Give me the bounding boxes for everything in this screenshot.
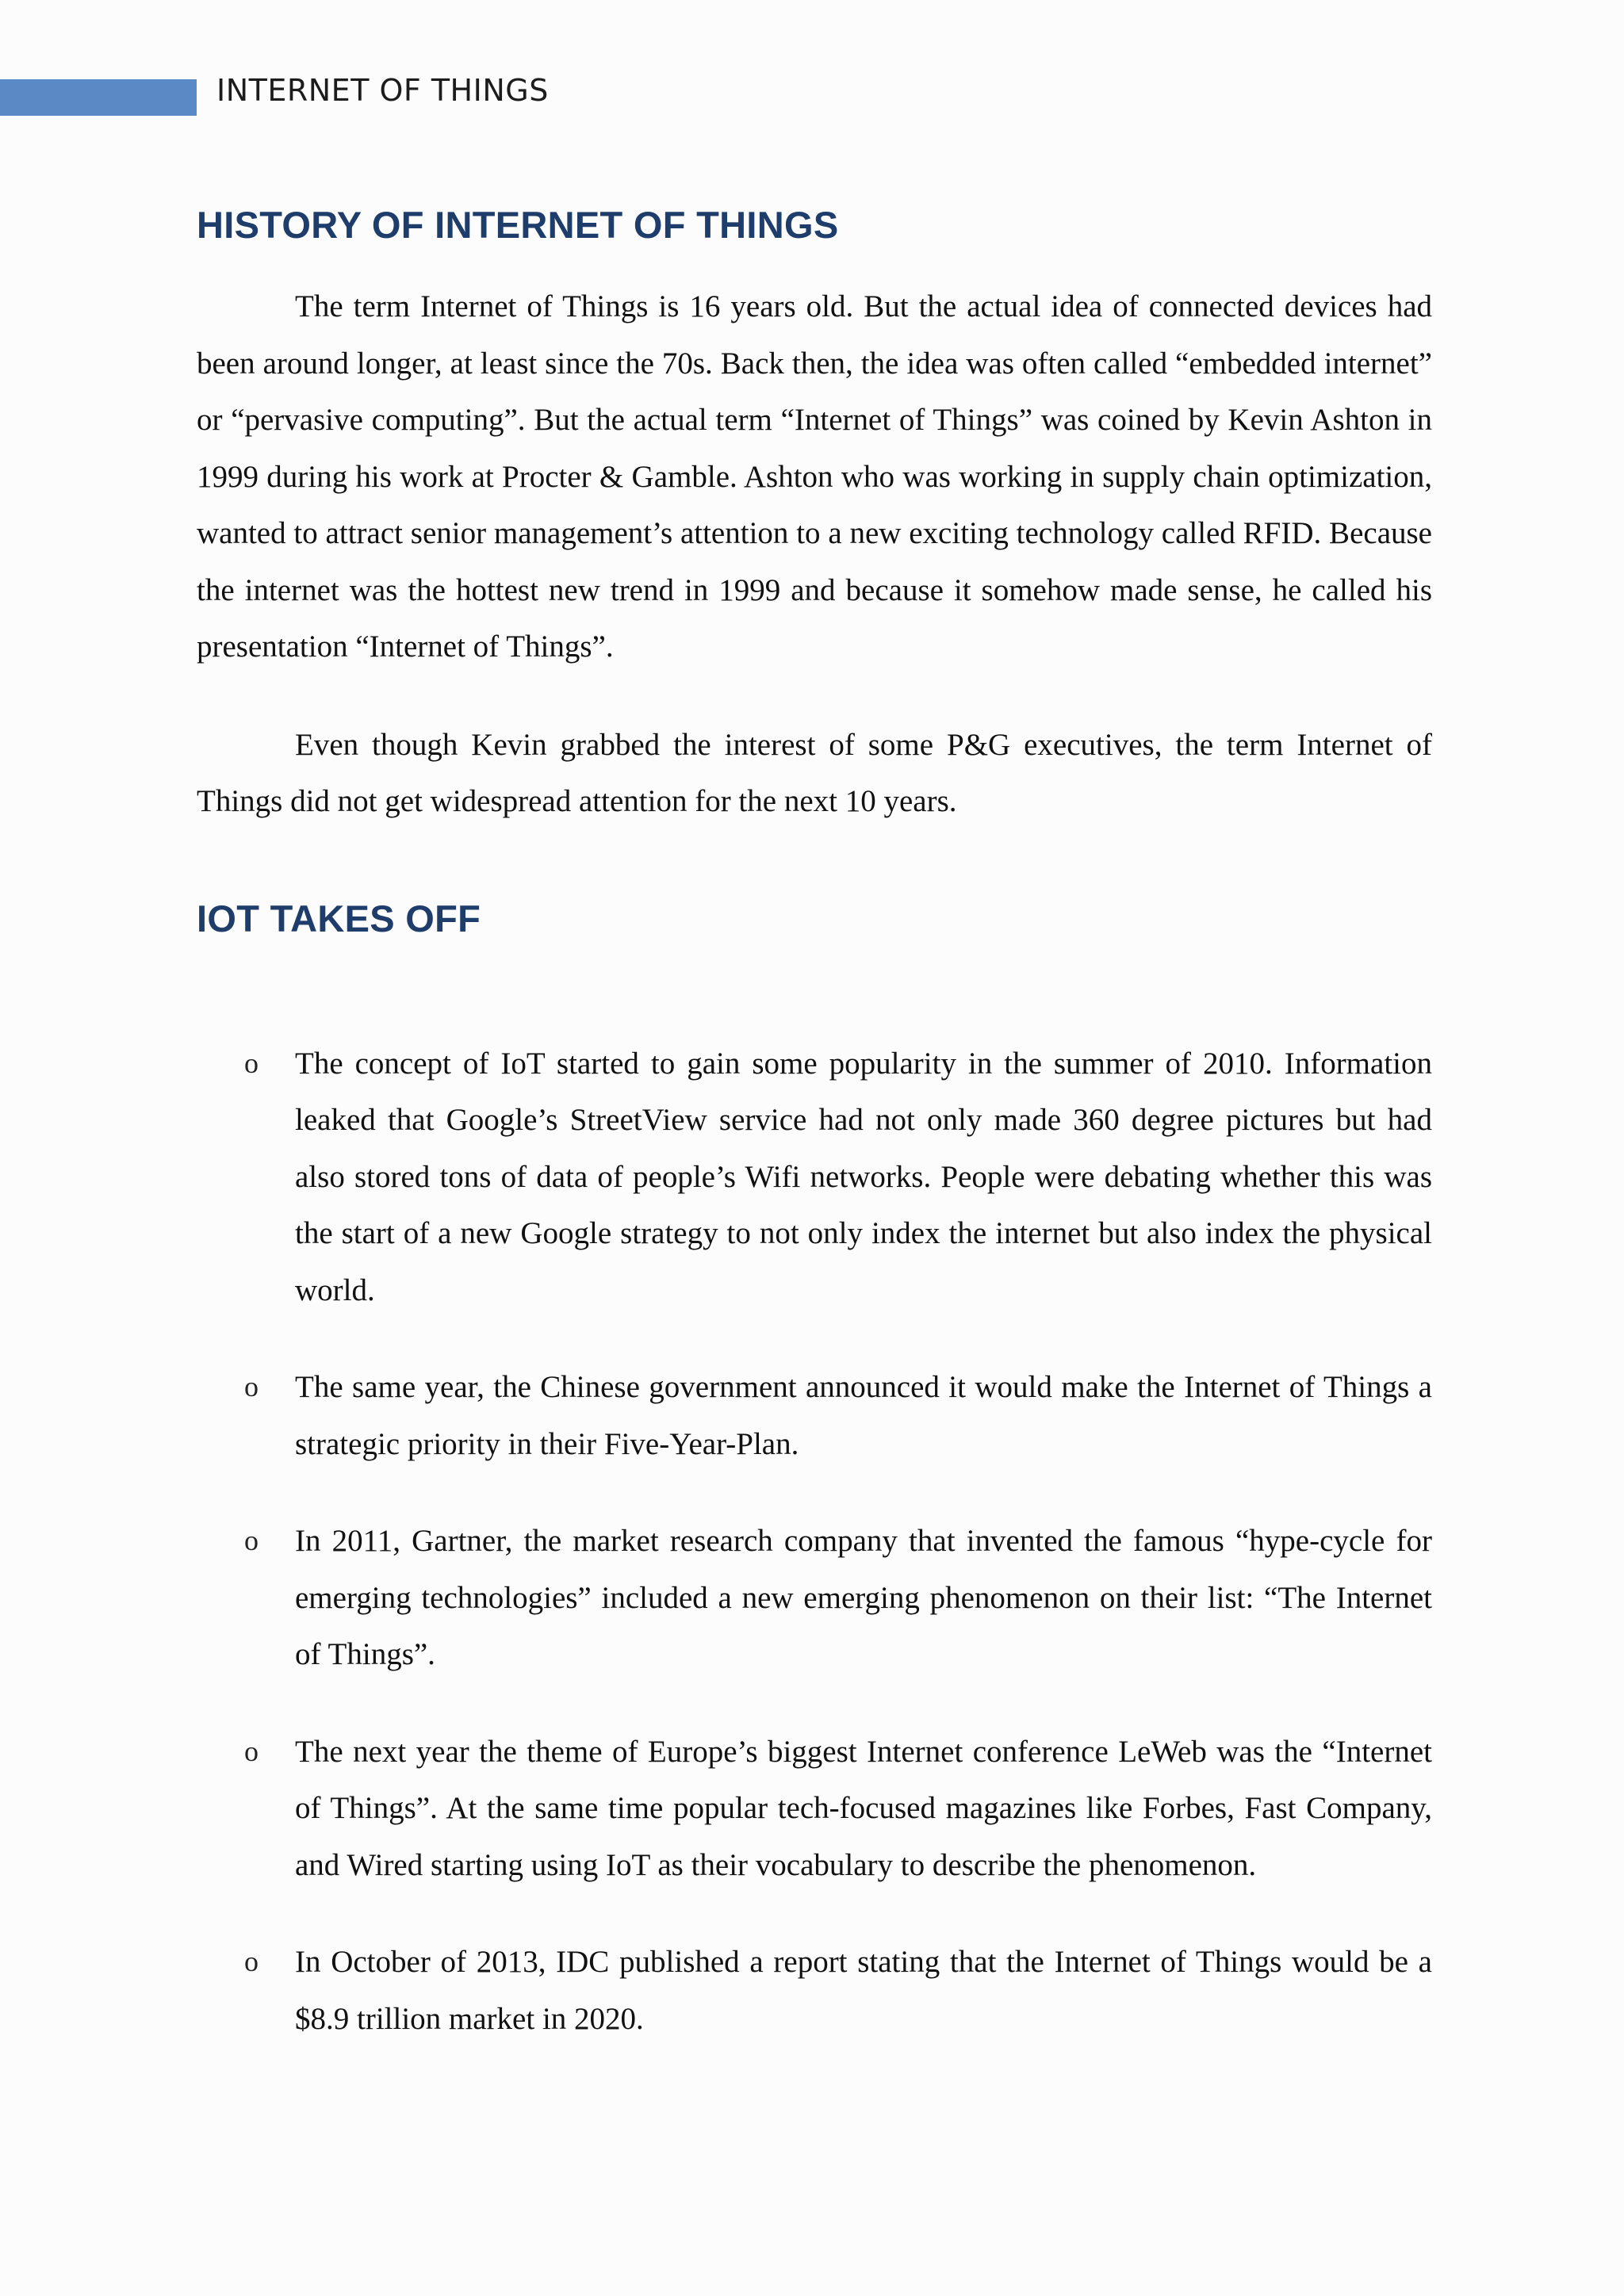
page-content [197, 190, 1432, 2087]
list-item-text: The concept of IoT started to gain some popularity in the summer of 2010. Information leaked that Google’s StreetView service had not only made 360 degree pictures but had also stored tons of data of people’s Wifi networks. People were debating whether this was the start of a new Google strategy to not only index the internet but also index the physical world. [295, 1046, 1432, 1307]
list-item-text: In 2011, Gartner, the market research company that invented the famous “hype-cycle for emerging technologies” included a new emerging phenomenon on their list: “The Internet of Things”. [295, 1524, 1432, 1671]
list-item [197, 1359, 1432, 1472]
list-item-text: The same year, the Chinese government announced it would make the Internet of Things a strategic priority in their Five-Year-Plan. [295, 1370, 1432, 1461]
bullet-marker: o [244, 1946, 259, 1977]
bullet-marker: o [244, 1047, 259, 1079]
list-item [197, 1934, 1432, 2047]
header-accent-bar [0, 79, 197, 116]
list-item [197, 1724, 1432, 1894]
list-item [197, 1513, 1432, 1683]
list-item [197, 1035, 1432, 1319]
history-paragraph-1: The term Internet of Things is 16 years old. But the actual idea of connected devices had been around longer, at least since the 70s. Back then, the idea was often called “embedded internet” or “pervasive computing”. But the actual term “Internet of Things” was coined by Kevin Ashton in 1999 during his work at Procter & Gamble. Ashton who was working in supply chain optimization, wanted to attract senior management’s attention to a new exciting technology called RFID. Because the internet was the hottest new trend in 1999 and because it somehow made sense, he called his presentation “Internet of Things”. [197, 289, 1432, 664]
bullet-marker: o [244, 1735, 259, 1767]
bullet-marker: o [244, 1525, 259, 1556]
list-item-text: In October of 2013, IDC published a report stating that the Internet of Things would be a $8.9 trillion market in 2020. [295, 1945, 1432, 2036]
list-item-text: The next year the theme of Europe’s biggest Internet conference LeWeb was the “Internet of Things”. At the same time popular tech-focused magazines like Forbes, Fast Company, and Wired starting using IoT as their vocabulary to describe the phenomenon. [295, 1734, 1432, 1882]
section-heading-iot-takes-off: IOT TAKES OFF [197, 897, 481, 939]
bullet-marker: o [244, 1371, 259, 1402]
milestone-list [197, 1035, 1432, 2048]
history-paragraph-2: Even though Kevin grabbed the interest of some P&G executives, the term Internet of Things did not get widespread attention for the next 10 years. [197, 727, 1432, 818]
running-header-title: INTERNET OF THINGS [216, 73, 549, 108]
section-heading-history: HISTORY OF INTERNET OF THINGS [197, 204, 839, 246]
